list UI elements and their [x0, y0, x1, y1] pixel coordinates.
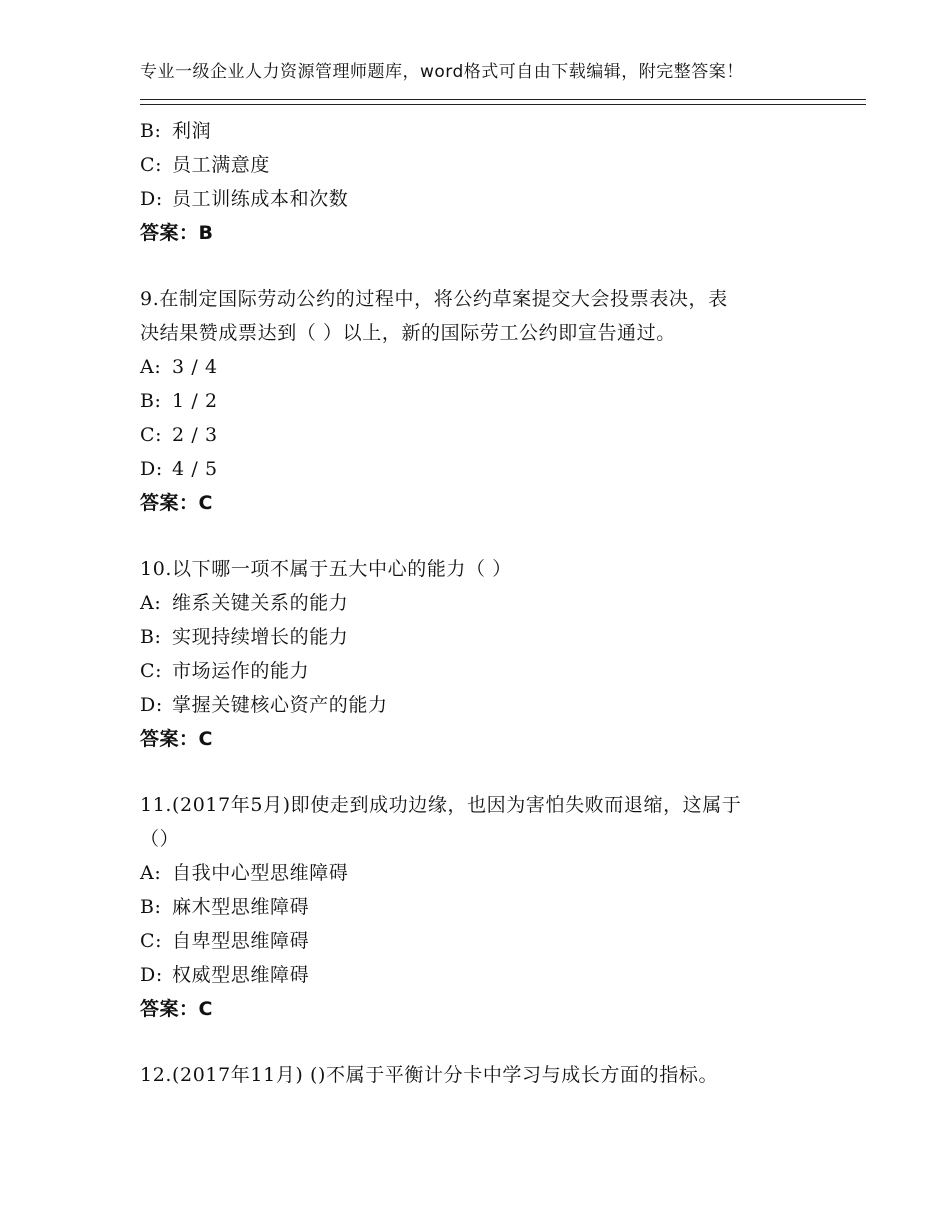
- answer-label: 答案：C: [140, 998, 213, 1020]
- question-12: [140, 1058, 820, 1092]
- option-d: D: 员工训练成本和次数: [140, 188, 349, 210]
- answer-label: 答案：C: [140, 492, 213, 514]
- header-rule-top: [140, 99, 866, 100]
- option-d: D: 4 / 5: [140, 458, 218, 480]
- option-c: C: 2 / 3: [140, 424, 218, 446]
- question-stem: 11.(2017年5月)即使走到成功边缘，也因为害怕失败而退缩，这属于: [140, 794, 742, 816]
- question-10: [140, 552, 820, 756]
- question-9: [140, 282, 820, 520]
- answer-label: 答案：C: [140, 728, 213, 750]
- option-a: A: 自我中心型思维障碍: [140, 862, 349, 884]
- option-a: A: 维系关键关系的能力: [140, 592, 349, 614]
- answer-label: 答案：B: [140, 222, 214, 244]
- question-stem: 9.在制定国际劳动公约的过程中，将公约草案提交大会投票表决，表: [140, 288, 728, 310]
- option-b: B: 麻木型思维障碍: [140, 896, 310, 918]
- question-stem-continued: 决结果赞成票达到（ ）以上，新的国际劳工公约即宣告通过。: [140, 322, 676, 344]
- spacer: [140, 756, 820, 788]
- option-c: C: 员工满意度: [140, 154, 271, 176]
- option-b: B: 利润: [140, 120, 212, 142]
- spacer: [140, 250, 820, 282]
- question-stem: 10.以下哪一项不属于五大中心的能力（ ）: [140, 558, 512, 580]
- option-d: D: 掌握关键核心资产的能力: [140, 694, 388, 716]
- option-b: B: 1 / 2: [140, 390, 218, 412]
- spacer: [140, 520, 820, 552]
- option-c: C: 自卑型思维障碍: [140, 930, 310, 952]
- option-b: B: 实现持续增长的能力: [140, 626, 349, 648]
- option-d: D: 权威型思维障碍: [140, 964, 310, 986]
- question-stem: 12.(2017年11月) ()不属于平衡计分卡中学习与成长方面的指标。: [140, 1064, 719, 1086]
- question-stem-continued: （）: [140, 828, 180, 850]
- spacer: [140, 1026, 820, 1058]
- option-a: A: 3 / 4: [140, 356, 218, 378]
- page-header: 专业一级企业人力资源管理师题库，word格式可自由下载编辑，附完整答案！: [140, 62, 744, 82]
- question-11: [140, 788, 820, 1026]
- header-rule-bottom: [140, 104, 866, 105]
- option-c: C: 市场运作的能力: [140, 660, 310, 682]
- question-content: [140, 114, 820, 1092]
- continued-question: [140, 114, 820, 250]
